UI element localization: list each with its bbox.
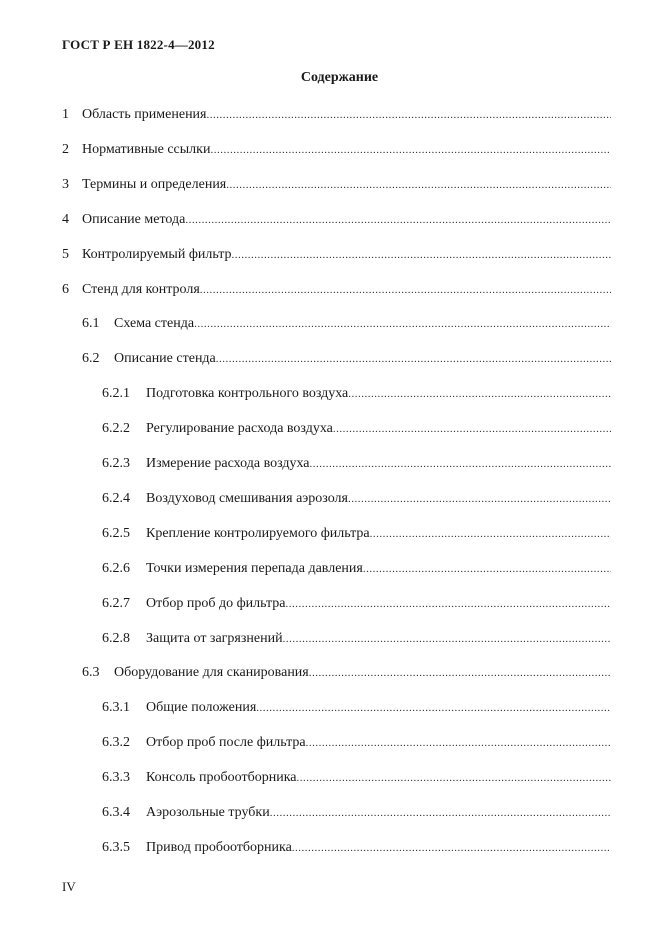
toc-entry [82, 315, 611, 333]
toc-leader-dots [310, 455, 611, 473]
toc-entry-label: Подготовка контрольного воздуха [146, 386, 349, 401]
toc-entry [82, 350, 611, 368]
page-title: Содержание [300, 70, 379, 85]
toc-entry-number: 6.2 [82, 351, 100, 366]
toc-entry-label: Общие положения [146, 700, 257, 715]
toc-leader-dots [297, 769, 612, 787]
toc-entry-number: 6.3.3 [102, 770, 130, 785]
toc-leader-dots [207, 106, 612, 124]
toc-leader-dots [226, 176, 611, 194]
toc-entry [102, 734, 611, 752]
toc-entry [102, 420, 611, 438]
toc-leader-dots [348, 385, 611, 403]
toc-entry-number: 6.3.5 [102, 840, 130, 855]
toc-leader-dots [292, 839, 611, 857]
toc-entry [82, 664, 611, 682]
toc-entry-label: Точки измерения перепада давления [146, 561, 363, 576]
toc-entry-label: Привод пробоотборника [146, 840, 292, 855]
toc-entry-number: 6 [62, 282, 69, 297]
toc-entry-number: 6.2.8 [102, 631, 130, 646]
toc-leader-dots [232, 246, 611, 264]
toc-entry-number: 6.2.3 [102, 456, 130, 471]
toc-leader-dots [200, 281, 611, 299]
toc-entry-label: Описание метода [82, 212, 186, 227]
toc-entry [62, 246, 611, 264]
toc-entry [62, 176, 611, 194]
toc-entry-label: Область применения [82, 107, 207, 122]
toc-entry [102, 385, 611, 403]
toc-entry-label: Отбор проб после фильтра [146, 735, 306, 750]
toc-entry [62, 106, 611, 124]
toc-entry-number: 6.3.4 [102, 805, 130, 820]
toc-leader-dots [306, 734, 611, 752]
toc-leader-dots [286, 595, 612, 613]
toc-entry [102, 455, 611, 473]
toc-entry [62, 281, 611, 299]
toc-entry-label: Оборудование для сканирования [114, 665, 309, 680]
toc-entry-number: 4 [62, 212, 69, 227]
toc-entry-label: Описание стенда [114, 351, 216, 366]
toc-entry-label: Контролируемый фильтр [82, 247, 232, 262]
toc-entry [102, 490, 611, 508]
toc-entry [102, 525, 611, 543]
toc-entry-label: Стенд для контроля [82, 282, 200, 297]
toc-entry-label: Аэрозольные трубки [146, 805, 270, 820]
toc-leader-dots [270, 804, 611, 822]
toc-entry-number: 6.3.1 [102, 700, 130, 715]
toc-entry-label: Защита от загрязнений [146, 631, 283, 646]
toc-entry-label: Консоль пробоотборника [146, 770, 297, 785]
toc-entry-number: 6.2.5 [102, 526, 130, 541]
toc-entry-number: 6.2.7 [102, 596, 130, 611]
document-code-header: ГОСТ Р ЕН 1822-4—2012 [62, 37, 215, 52]
toc-leader-dots [363, 560, 611, 578]
toc-leader-dots [216, 350, 611, 368]
toc-entry [102, 595, 611, 613]
toc-entry [102, 839, 611, 857]
toc-leader-dots [348, 490, 611, 508]
toc-entry-number: 6.2.6 [102, 561, 130, 576]
page-number: IV [62, 879, 76, 894]
toc-leader-dots [210, 141, 611, 159]
toc-entry-label: Нормативные ссылки [82, 142, 211, 157]
toc-entry-label: Измерение расхода воздуха [146, 456, 310, 471]
toc-leader-dots [185, 211, 611, 229]
toc-leader-dots [283, 630, 611, 648]
toc-entry-number: 6.3 [82, 665, 100, 680]
toc-entry [102, 560, 611, 578]
toc-entry [102, 804, 611, 822]
toc-entry-number: 6.1 [82, 316, 100, 331]
toc-entry-label: Крепление контролируемого фильтра [146, 526, 370, 541]
toc-leader-dots [333, 420, 611, 438]
toc-entry-label: Схема стенда [114, 316, 195, 331]
toc-entry [102, 699, 611, 717]
toc-entry-number: 6.3.2 [102, 735, 130, 750]
toc-entry-label: Воздуховод смешивания аэрозоля [146, 491, 348, 506]
toc-leader-dots [256, 699, 611, 717]
toc-entry-number: 2 [62, 142, 69, 157]
toc-entry-label: Регулирование расхода воздуха [146, 421, 333, 436]
toc-entry-label: Отбор проб до фильтра [146, 596, 286, 611]
toc-entry-number: 6.2.1 [102, 386, 130, 401]
toc-entry-number: 3 [62, 177, 69, 192]
toc-entry [102, 769, 611, 787]
toc-leader-dots [309, 664, 611, 682]
toc-entry [62, 211, 611, 229]
toc-entry-number: 1 [62, 107, 69, 122]
toc-leader-dots [370, 525, 611, 543]
toc-entry-number: 5 [62, 247, 69, 262]
toc-entry-label: Термины и определения [82, 177, 227, 192]
toc-leader-dots [194, 315, 611, 333]
toc-entry-number: 6.2.4 [102, 491, 130, 506]
toc-entry [102, 630, 611, 648]
toc-entry-number: 6.2.2 [102, 421, 130, 436]
toc-entry [62, 141, 611, 159]
